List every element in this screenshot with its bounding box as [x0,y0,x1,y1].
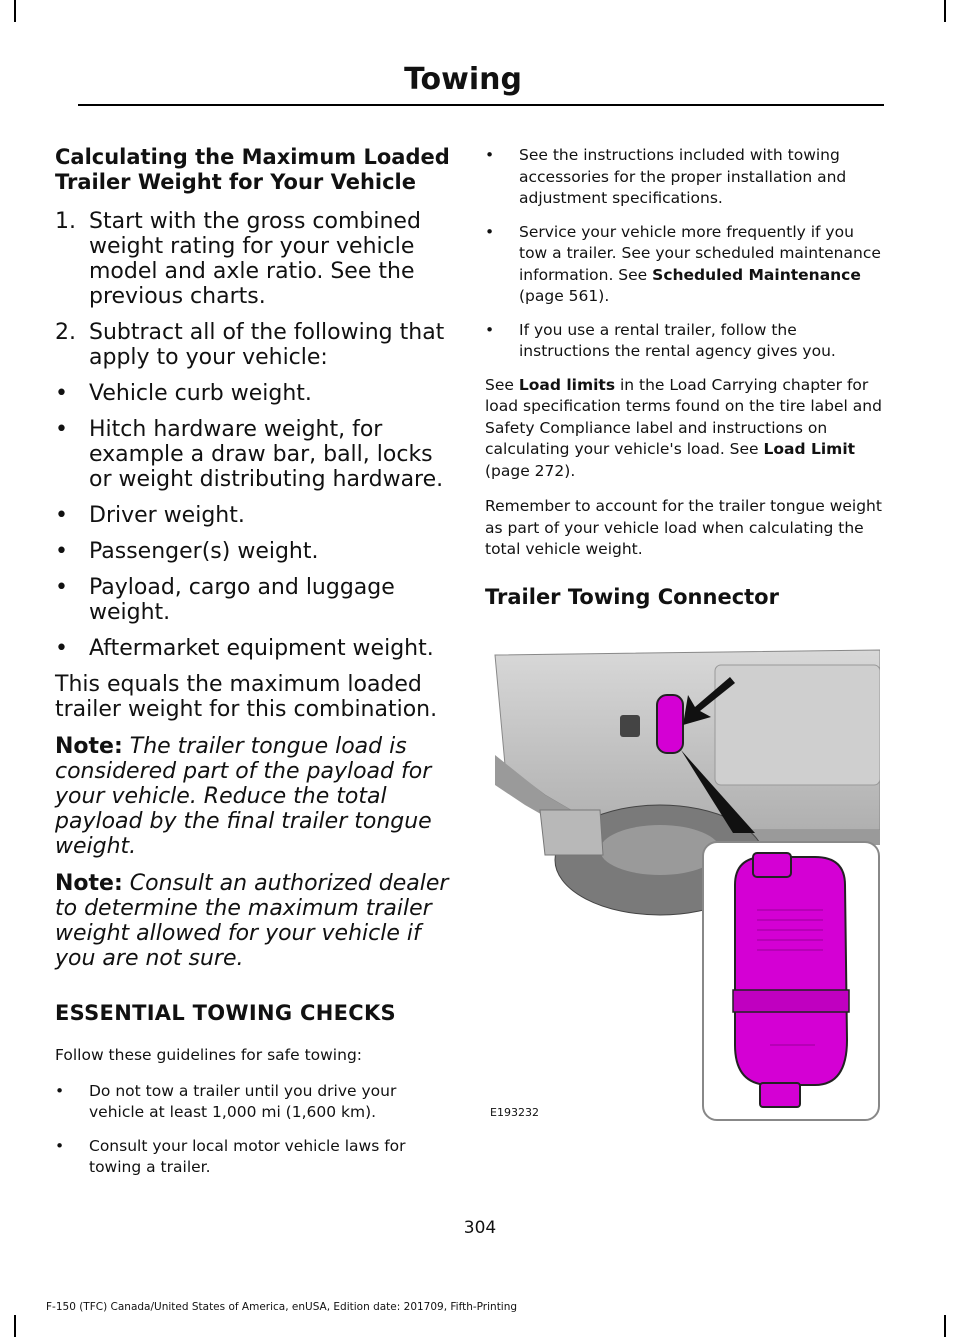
list-item [55,381,450,406]
step-list [55,209,450,971]
essential-checks-heading: ESSENTIAL TOWING CHECKS [55,1001,396,1025]
figure-code: E193232 [490,1106,539,1119]
list-item [55,636,450,661]
bullet-text: Service your vehicle more frequently if you tow a trailer. See your scheduled maintenance information. See [519,222,881,284]
bullet: • [55,636,68,661]
list-item [55,209,450,309]
bullet-text: Passenger(s) weight. [89,539,319,564]
switch [620,715,640,737]
bullet: • [55,575,68,600]
text-run: in the Load Carrying chapter for load specification terms found on the tire label and Safety Compliance label and instructions on calculating your vehicle's load. See [485,375,882,458]
bullet: • [485,320,495,339]
note-text: The trailer tongue load is considered part of the payload for your vehicle. Reduce the total payload by the final trailer tongue weight. [55,734,432,859]
remember-paragraph: Remember to account for the trailer tongue weight as part of your vehicle load when calculating the total vehicle weight. [485,497,882,558]
bullet-text: Hitch hardware weight, for example a draw bar, ball, locks or weight distributing hardware. [89,417,444,492]
page-title: Towing [404,62,522,97]
cross-reference-link[interactable]: Load limits [518,375,616,394]
result-paragraph: This equals the maximum loaded trailer weight for this combination. [55,672,438,722]
trailer-connector-illustration [485,645,880,1125]
note-label: Note: [55,871,123,896]
bullet: • [485,222,495,241]
bullet: • [55,539,68,564]
left-column [55,145,450,1191]
bullet-text: Vehicle curb weight. [89,381,312,406]
list-item [55,1136,450,1179]
cross-reference-link[interactable]: Scheduled Maintenance [652,265,861,284]
list-item [485,320,885,363]
list-item [55,320,450,370]
load-limits-paragraph [485,375,885,483]
bullet-text: Do not tow a trailer until you drive your vehicle at least 1,000 mi (1,600 km). [89,1081,397,1121]
cross-reference-link[interactable]: Load Limit [763,440,856,458]
list-item [485,222,885,308]
page-ref: (page 272). [485,461,576,480]
crop-mark [944,0,946,22]
note-text: Consult an authorized dealer to determine the maximum trailer weight allowed for your vehicle if you are not sure. [55,871,449,971]
step-number: 1. [55,209,76,234]
step-text: Subtract all of the following that apply to your vehicle: [89,320,445,370]
bullet: • [55,1136,65,1155]
guidelines-intro: Follow these guidelines for safe towing: [55,1046,363,1064]
page-ref: (page 561). [519,287,610,305]
bullet: • [55,503,68,528]
page-number: 304 [463,1218,497,1238]
bullet-text: Payload, cargo and luggage weight. [89,575,395,625]
bullet-text: Driver weight. [89,503,245,528]
step-number: 2. [55,320,76,345]
note-label: Note: [55,734,123,759]
list-item [55,417,450,492]
note-paragraph [55,871,450,971]
connector-small [657,695,683,753]
list-item [55,575,450,625]
list-item [55,1081,450,1124]
bullet-text: Aftermarket equipment weight. [89,636,434,661]
bullet: • [55,417,68,442]
bullet-text: Consult your local motor vehicle laws for towing a trailer. [89,1136,406,1176]
bullet-text: If you use a rental trailer, follow the instructions the rental agency gives you. [519,320,836,360]
bullet: • [485,146,495,164]
list-item [485,145,885,210]
bullet-text: See the instructions included with towing accessories for the proper installation and adjustment specifications. [519,146,847,207]
connector-heading: Trailer Towing Connector [485,584,779,609]
section-heading: Calculating the Maximum Loaded Trailer Weight for Your Vehicle [55,145,450,194]
bullet: • [55,1081,65,1100]
list-item [55,539,450,564]
bullet: • [55,381,68,406]
header-rule [78,104,884,106]
crop-mark [14,1315,16,1337]
crop-mark [944,1315,946,1337]
right-column [485,145,885,624]
connector-cover [735,857,847,1085]
list-item [55,503,450,528]
step-text: Start with the gross combined weight rating for your vehicle model and axle ratio. See the previous charts. [89,209,421,309]
license-recess [715,665,880,785]
footer-text: F-150 (TFC) Canada/United States of America, enUSA, Edition date: 201709, Fifth-Printing [46,1301,518,1313]
text-run: See [485,375,519,394]
note-paragraph [55,734,450,859]
crop-mark [14,0,16,22]
step-pad [540,810,603,855]
